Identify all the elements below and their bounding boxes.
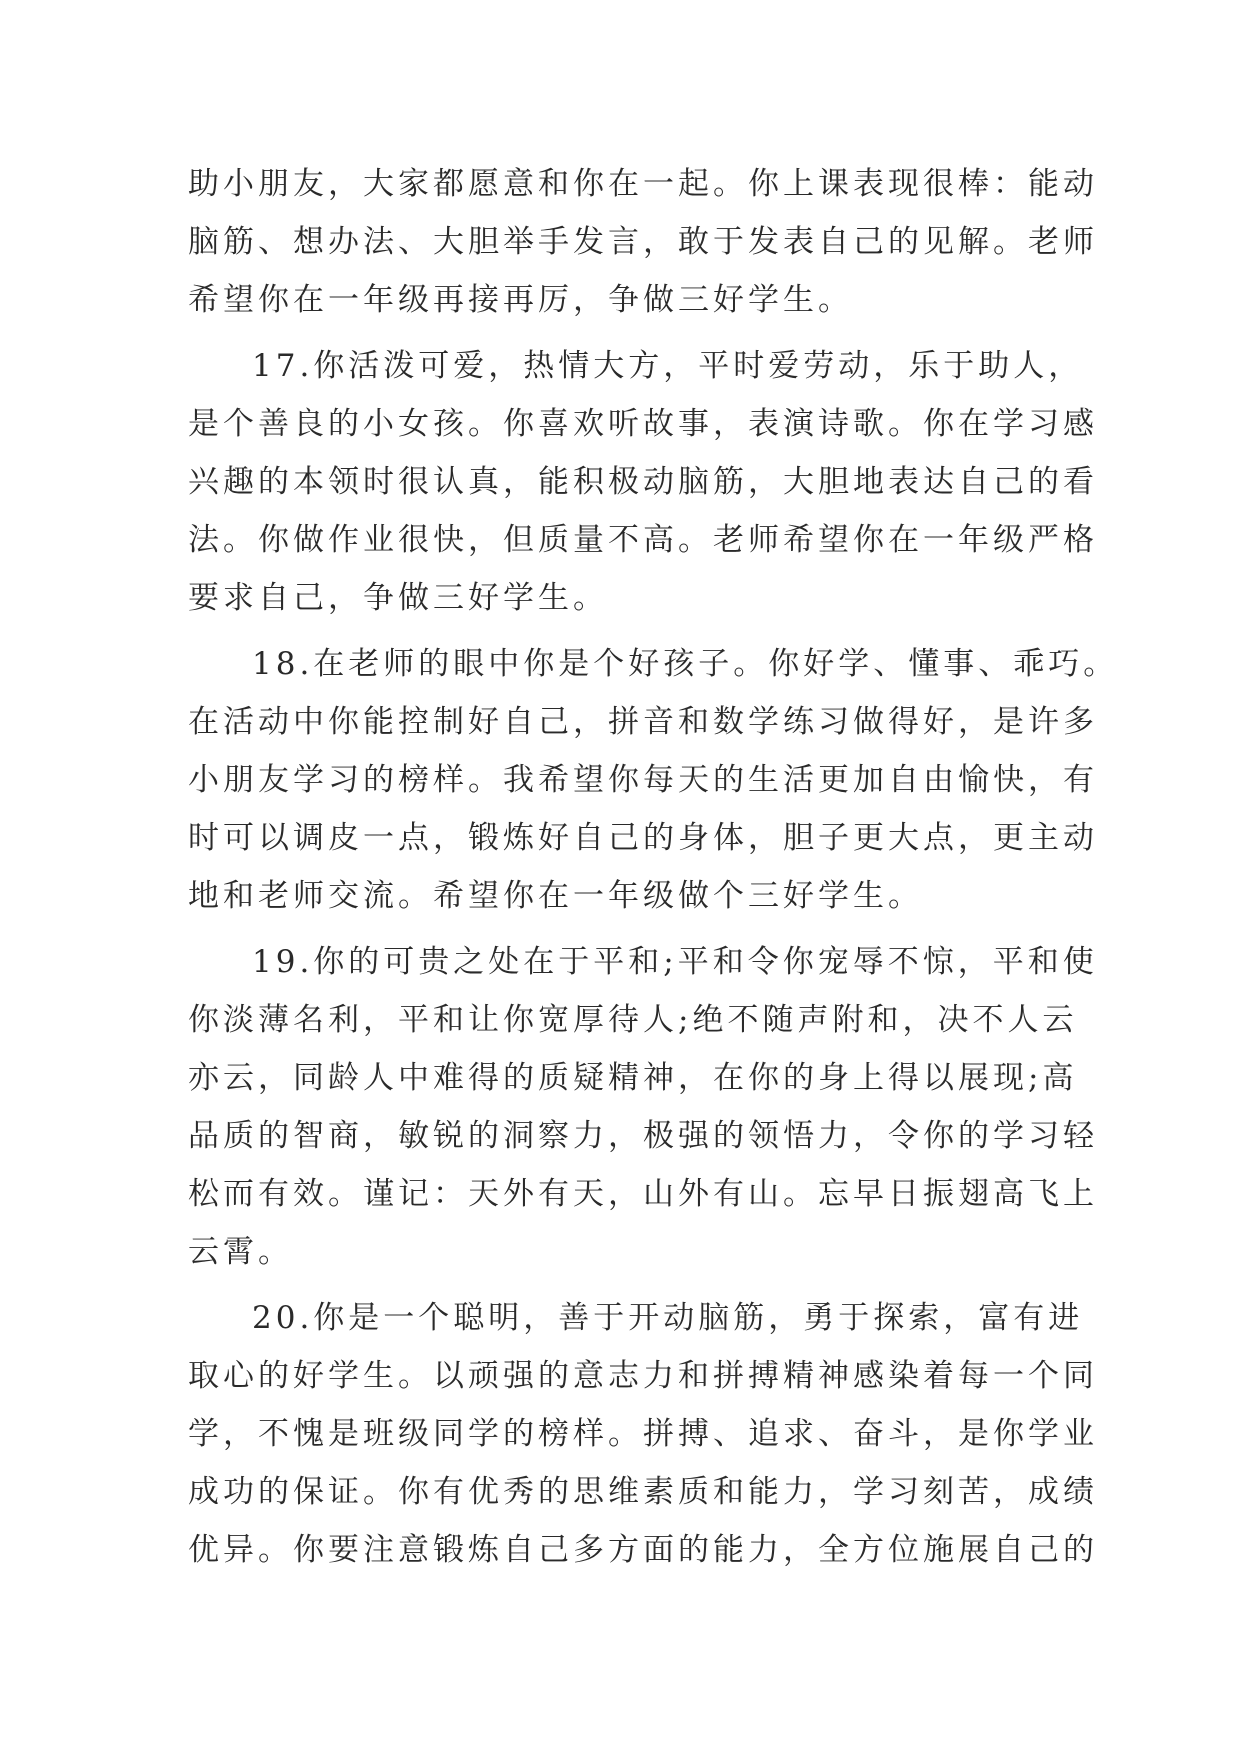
text-line: 20.你是一个聪明，善于开动脑筋，勇于探索，富有进 [252,1300,1084,1336]
text-line: 法。你做作业很快，但质量不高。老师希望你在一年级严格 [188,522,1098,558]
text-line: 品质的智商，敏锐的洞察力，极强的领悟力，令你的学习轻 [188,1118,1098,1154]
text-line: 要求自己，争做三好学生。 [188,580,608,616]
text-line: 优异。你要注意锻炼自己多方面的能力，全方位施展自己的 [188,1532,1098,1568]
text-line: 18.在老师的眼中你是个好孩子。你好学、懂事、乖巧。 [252,646,1119,682]
text-line: 取心的好学生。以顽强的意志力和拼搏精神感染着每一个同 [188,1358,1098,1394]
text-line: 19.你的可贵之处在于平和;平和令你宠辱不惊，平和使 [252,944,1098,980]
text-line: 在活动中你能控制好自己，拼音和数学练习做得好，是许多 [188,704,1098,740]
text-line: 17.你活泼可爱，热情大方，平时爱劳动，乐于助人， [252,348,1084,384]
text-line: 亦云，同龄人中难得的质疑精神，在你的身上得以展现;高 [188,1060,1078,1096]
text-line: 学，不愧是班级同学的榜样。拼搏、追求、奋斗，是你学业 [188,1416,1098,1452]
text-line: 松而有效。谨记：天外有天，山外有山。忘早日振翅高飞上 [188,1176,1098,1212]
paragraph-17 [188,337,1098,627]
text-line: 是个善良的小女孩。你喜欢听故事，表演诗歌。你在学习感 [188,406,1098,442]
document-body [188,155,1119,1579]
text-line: 助小朋友，大家都愿意和你在一起。你上课表现很棒：能动 [188,166,1098,202]
text-line: 希望你在一年级再接再厉，争做三好学生。 [188,282,853,318]
text-line: 地和老师交流。希望你在一年级做个三好学生。 [188,878,923,914]
text-line: 兴趣的本领时很认真，能积极动脑筋，大胆地表达自己的看 [188,464,1098,500]
text-line: 你淡薄名利，平和让你宽厚待人;绝不随声附和，决不人云 [188,1002,1078,1038]
text-line: 成功的保证。你有优秀的思维素质和能力，学习刻苦，成绩 [188,1474,1098,1510]
text-line: 小朋友学习的榜样。我希望你每天的生活更加自由愉快，有 [188,762,1098,798]
text-line: 时可以调皮一点，锻炼好自己的身体，胆子更大点，更主动 [188,820,1098,856]
paragraph-16-continued [188,155,1098,329]
paragraph-18 [188,635,1119,925]
text-line: 脑筋、想办法、大胆举手发言，敢于发表自己的见解。老师 [188,224,1098,260]
paragraph-20 [188,1289,1098,1579]
text-line: 云霄。 [188,1234,293,1270]
paragraph-19 [188,933,1098,1281]
